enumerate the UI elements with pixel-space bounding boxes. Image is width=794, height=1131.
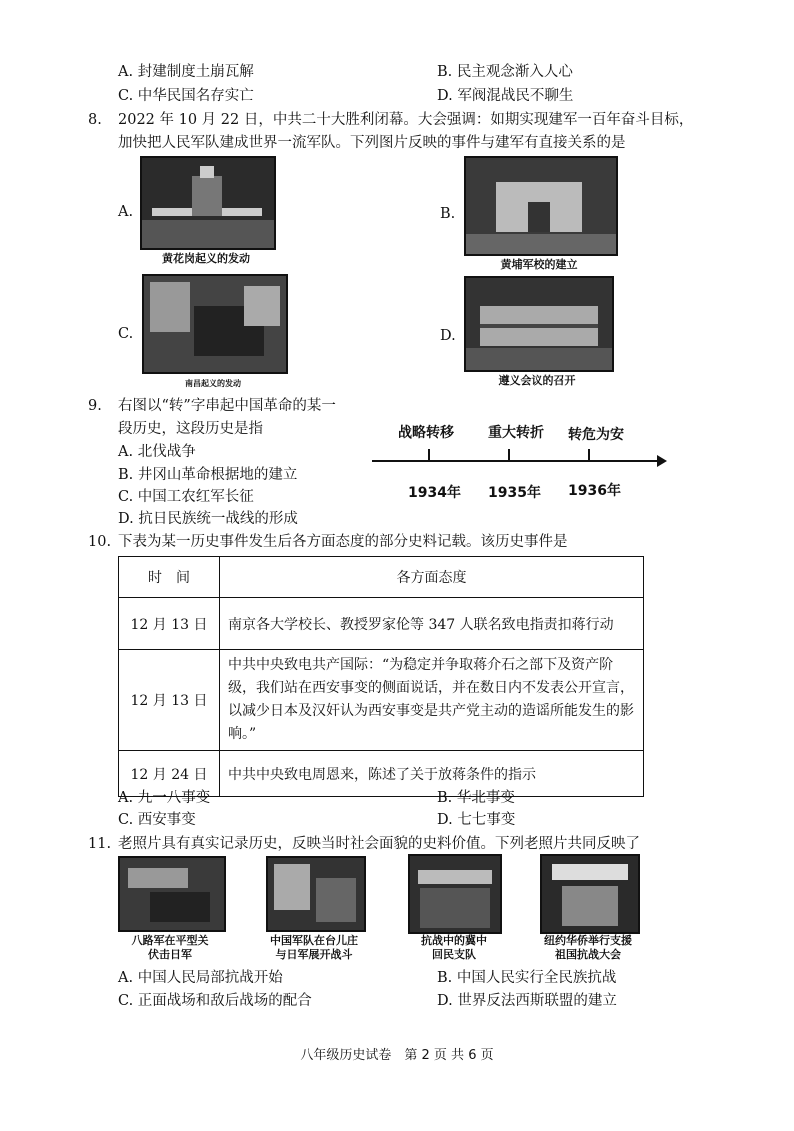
table-row <box>119 650 644 751</box>
table-header-time: 时 间 <box>119 557 220 598</box>
q8-label-d: D. <box>440 328 456 344</box>
page-footer: 八年级历史试卷 第 2 页 共 6 页 <box>300 1048 494 1063</box>
q8-stem-line2: 加快把人民军队建成世界一流军队。下列图片反映的事件与建军有直接关系的是 <box>118 135 626 151</box>
q9-option-d: D. 抗日民族统一战线的形成 <box>118 511 298 527</box>
timeline-year-3: 1936年 <box>568 483 621 499</box>
timeline-event-3: 转危为安 <box>568 427 624 443</box>
timeline-year-1: 1934年 <box>408 485 461 501</box>
q8-photo-b <box>464 156 618 256</box>
q11-option-b: B. 中国人民实行全民族抗战 <box>437 970 617 986</box>
timeline-axis <box>372 460 660 462</box>
q10-option-d: D. 七七事变 <box>437 812 516 828</box>
q8-label-a: A. <box>118 204 134 220</box>
q8-photo-a <box>140 156 276 250</box>
q8-caption-b: 黄埔军校的建立 <box>500 258 578 271</box>
timeline-tick <box>588 449 590 461</box>
q11-photo-1 <box>118 856 226 932</box>
q11-caption-3: 抗战中的冀中 回民支队 <box>421 934 487 961</box>
q11-caption-1: 八路军在平型关 伏击日军 <box>131 934 209 961</box>
q11-option-c: C. 正面战场和敌后战场的配合 <box>118 993 312 1009</box>
table-cell-date: 12 月 13 日 <box>119 598 220 650</box>
q9-option-b: B. 井冈山革命根据地的建立 <box>118 467 298 483</box>
timeline-tick <box>508 449 510 461</box>
q8-label-b: B. <box>440 206 456 222</box>
q10-number: 10. <box>88 534 112 550</box>
table-header-attitude: 各方面态度 <box>220 557 644 598</box>
q9-stem-line1: 右图以“转”字串起中国革命的某一 <box>118 398 336 414</box>
q9-number: 9. <box>88 398 102 414</box>
table-row <box>119 598 644 650</box>
q11-caption-4: 纽约华侨举行支援 祖国抗战大会 <box>544 934 632 961</box>
timeline-tick <box>428 449 430 461</box>
q11-photo-4 <box>540 854 640 934</box>
q10-option-b: B. 华北事变 <box>437 790 515 806</box>
q8-caption-a: 黄花岗起义的发动 <box>162 252 250 265</box>
q10-option-c: C. 西安事变 <box>118 812 196 828</box>
table-cell-date: 12 月 13 日 <box>119 650 220 751</box>
table-cell-attitude: 南京各大学校长、教授罗家伦等 347 人联名致电指责扣蒋行动 <box>220 598 644 650</box>
timeline-event-2: 重大转折 <box>488 425 544 441</box>
table-cell-attitude: 中共中央致电共产国际：“为稳定并争取蒋介石之部下及资产阶级，我们站在西安事变的侧面说话，并在数日内不发表公开宣言，以减少日本及汉奸认为西安事变是共产党主动的造谣所能发生的影响。” <box>220 650 644 751</box>
q8-number: 8. <box>88 112 102 128</box>
timeline-arrow-icon <box>657 455 667 467</box>
q7-option-b: B. 民主观念渐入人心 <box>437 64 573 80</box>
q11-number: 11. <box>88 836 112 852</box>
q9-stem-line2: 段历史，这段历史是指 <box>118 421 263 437</box>
q11-option-a: A. 中国人民局部抗战开始 <box>118 970 283 986</box>
q11-caption-2: 中国军队在台儿庄 与日军展开战斗 <box>270 934 358 961</box>
q8-label-c: C. <box>118 326 134 342</box>
timeline-event-1: 战略转移 <box>398 425 454 441</box>
q10-stem: 下表为某一历史事件发生后各方面态度的部分史料记载。该历史事件是 <box>118 534 568 550</box>
q11-photo-2 <box>266 856 366 932</box>
table-cell-date: 12 月 24 日 <box>119 751 220 797</box>
q7-option-c: C. 中华民国名存实亡 <box>118 88 254 104</box>
q7-option-d: D. 军阀混战民不聊生 <box>437 88 574 104</box>
q8-caption-d: 遵义会议的召开 <box>498 374 576 387</box>
timeline-year-2: 1935年 <box>488 485 541 501</box>
q8-caption-c: 南昌起义的发动 <box>185 378 241 388</box>
q10-option-a: A. 九一八事变 <box>118 790 211 806</box>
q9-option-a: A. 北伐战争 <box>118 444 196 460</box>
table-header-row <box>119 557 644 598</box>
q8-stem-line1: 2022 年 10 月 22 日，中共二十大胜利闭幕。大会强调：如期实现建军一百年奋斗目标， <box>118 112 694 128</box>
q10-table <box>118 556 644 797</box>
q8-photo-c <box>142 274 288 374</box>
q8-photo-d <box>464 276 614 372</box>
q9-option-c: C. 中国工农红军长征 <box>118 489 254 505</box>
q7-option-a: A. 封建制度土崩瓦解 <box>118 64 254 80</box>
q11-stem: 老照片具有真实记录历史，反映当时社会面貌的史料价值。下列老照片共同反映了 <box>118 836 640 852</box>
q11-option-d: D. 世界反法西斯联盟的建立 <box>437 993 617 1009</box>
table-cell-attitude: 中共中央致电周恩来，陈述了关于放蒋条件的指示 <box>220 751 644 797</box>
q11-photo-3 <box>408 854 502 934</box>
